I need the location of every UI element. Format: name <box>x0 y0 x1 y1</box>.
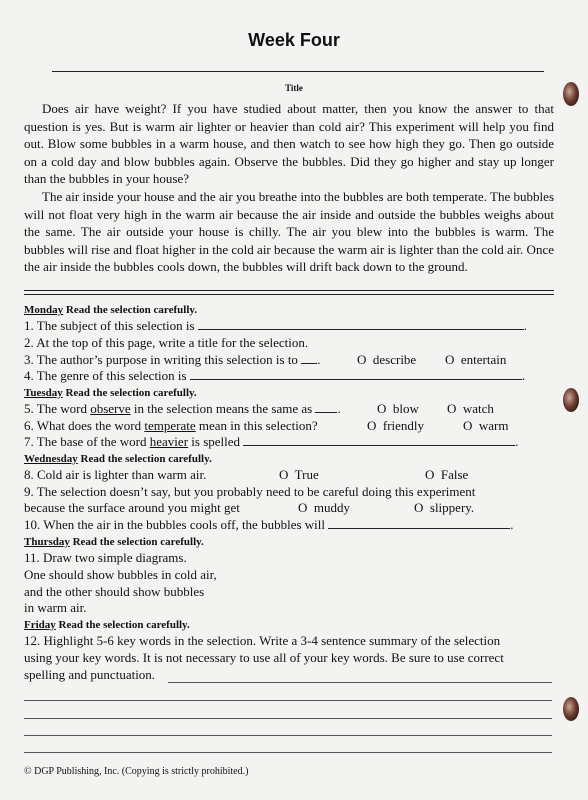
question-4 <box>24 368 525 384</box>
option-muddy[interactable] <box>298 500 350 516</box>
day-name: Thursday <box>24 536 70 548</box>
monday-heading <box>24 302 197 318</box>
copyright-footer: © DGP Publishing, Inc. (Copying is strictly prohibited.) <box>24 766 249 777</box>
option-label: slippery. <box>429 500 475 515</box>
question-7 <box>24 434 519 450</box>
option-marker: O <box>425 467 435 482</box>
passage-paragraph-1: Does air have weight? If you have studied about matter, then you know the answer to that question is yes. But is warm air lighter or heavier than cold air? This experiment will help you find out. Blow some bubbles in a warm house, and then watch to see how high they go. Then go outside on a cold day and blow bubbles again. Observe the bubbles. Did they go higher and stay up longer than the bubbles in your house? <box>24 101 554 187</box>
summary-writing-line[interactable] <box>24 700 552 701</box>
question-text: 5. The word <box>24 401 87 416</box>
summary-writing-line[interactable] <box>168 682 552 683</box>
question-text: in warm air. <box>24 600 87 615</box>
title-label: Title <box>285 83 303 93</box>
question-9-continued <box>24 500 240 516</box>
summary-writing-line[interactable] <box>24 752 552 753</box>
vocab-word: temperate <box>144 418 196 433</box>
option-label: describe <box>372 352 417 367</box>
option-false[interactable] <box>425 467 468 483</box>
binder-hole-icon <box>563 388 579 412</box>
option-marker: O <box>298 500 308 515</box>
question-12 <box>24 633 500 649</box>
summary-writing-line[interactable] <box>24 735 552 736</box>
question-9 <box>24 484 475 500</box>
reading-passage <box>24 100 554 276</box>
question-11-line-4 <box>24 600 86 616</box>
option-marker: O <box>377 401 387 416</box>
option-label: friendly <box>382 418 425 433</box>
question-end: . <box>523 318 528 333</box>
question-text: 6. What does the word <box>24 418 142 433</box>
answer-blank[interactable] <box>190 368 522 380</box>
question-text: 4. The genre of this selection is <box>24 368 187 383</box>
question-end: . <box>515 434 519 449</box>
option-label: blow <box>392 401 419 416</box>
option-marker: O <box>414 500 424 515</box>
option-marker: O <box>463 418 473 433</box>
question-2 <box>24 335 308 351</box>
option-marker: O <box>357 352 367 367</box>
day-instruction: Read the selection carefully. <box>65 304 198 316</box>
question-11-line-3 <box>24 584 204 600</box>
question-end: . <box>521 368 526 383</box>
vocab-word: heavier <box>149 434 189 449</box>
option-describe[interactable] <box>357 352 416 368</box>
question-11-line-2 <box>24 567 217 583</box>
option-label: muddy <box>313 500 351 515</box>
day-name: Wednesday <box>24 453 78 465</box>
question-text: 11. Draw two simple diagrams. <box>24 550 187 565</box>
question-text: spelling and punctuation. <box>24 667 156 682</box>
answer-blank[interactable] <box>198 318 524 330</box>
option-marker: O <box>367 418 377 433</box>
answer-blank[interactable] <box>315 401 337 413</box>
question-text: 2. At the top of this page, write a title for the selection. <box>24 335 309 350</box>
option-label: watch <box>462 401 494 416</box>
friday-heading <box>24 617 190 633</box>
thursday-heading <box>24 534 204 550</box>
question-text: is spelled <box>191 434 241 449</box>
option-entertain[interactable] <box>445 352 506 368</box>
vocab-word: observe <box>90 401 131 416</box>
section-divider <box>24 290 554 295</box>
option-marker: O <box>445 352 455 367</box>
question-text: and the other should show bubbles <box>24 584 205 599</box>
answer-blank[interactable] <box>243 434 515 446</box>
option-slippery[interactable] <box>414 500 474 516</box>
answer-blank[interactable] <box>301 352 317 364</box>
question-text: 1. The subject of this selection is <box>24 318 195 333</box>
question-10 <box>24 517 514 533</box>
question-text: 12. Highlight 5-6 key words in the selection. Write a 3-4 sentence summary of the selection <box>24 633 501 648</box>
day-name: Friday <box>24 619 56 631</box>
tuesday-heading <box>24 385 197 401</box>
summary-writing-line[interactable] <box>24 718 552 719</box>
binder-hole-icon <box>563 82 579 106</box>
day-instruction: Read the selection carefully. <box>80 453 212 465</box>
option-label: entertain <box>460 352 507 367</box>
question-text: mean in this selection? <box>198 418 318 433</box>
option-watch[interactable] <box>447 401 494 417</box>
option-marker: O <box>447 401 457 416</box>
option-marker: O <box>279 467 289 482</box>
question-6 <box>24 418 318 434</box>
day-name: Monday <box>24 304 64 316</box>
option-warm[interactable] <box>463 418 509 434</box>
wednesday-heading <box>24 451 212 467</box>
option-blow[interactable] <box>377 401 419 417</box>
day-name: Tuesday <box>24 387 63 399</box>
question-12-line-2 <box>24 650 504 666</box>
page-title: Week Four <box>248 30 340 50</box>
question-text: 3. The author’s purpose in writing this selection is to <box>24 352 298 367</box>
option-label: warm <box>478 418 509 433</box>
question-end: . <box>337 401 341 416</box>
title-answer-line <box>52 71 544 72</box>
binder-hole-icon <box>563 697 579 721</box>
question-text: 8. Cold air is lighter than warm air. <box>24 467 207 482</box>
option-true[interactable] <box>279 467 319 483</box>
option-label: False <box>440 467 469 482</box>
question-end: . <box>510 517 514 532</box>
passage-paragraph-2: The air inside your house and the air you breathe into the bubbles are both temperate. The bubbles will not float very high in the warm air because the air inside and outside the bubbles weighs about the same. The air outside your house is chilly. The air you blew into the bubbles is warm. The bubbles will rise and float higher in the cold air because the warm air is lighter than the cold air. Once the air inside the bubbles cools down, the bubbles will drift back down to the ground. <box>24 188 554 275</box>
day-instruction: Read the selection carefully. <box>65 387 197 399</box>
question-text: because the surface around you might get <box>24 500 240 515</box>
question-end: . <box>317 352 321 367</box>
day-instruction: Read the selection carefully. <box>58 619 190 631</box>
question-text: One should show bubbles in cold air, <box>24 567 217 582</box>
day-instruction: Read the selection carefully. <box>72 536 204 548</box>
question-3 <box>24 352 320 368</box>
question-5 <box>24 401 341 417</box>
option-friendly[interactable] <box>367 418 424 434</box>
question-text: in the selection means the same as <box>133 401 313 416</box>
option-label: True <box>294 467 319 482</box>
question-text: 9. The selection doesn’t say, but you probably need to be careful doing this experiment <box>24 484 476 499</box>
question-11 <box>24 550 187 566</box>
question-1 <box>24 318 527 334</box>
question-text: using your key words. It is not necessary to use all of your key words. Be sure to use correct <box>24 650 504 665</box>
answer-blank[interactable] <box>328 517 510 529</box>
question-8 <box>24 467 206 483</box>
question-text: 10. When the air in the bubbles cools off, the bubbles will <box>24 517 325 532</box>
question-12-line-3 <box>24 667 155 683</box>
question-text: 7. The base of the word <box>24 434 147 449</box>
